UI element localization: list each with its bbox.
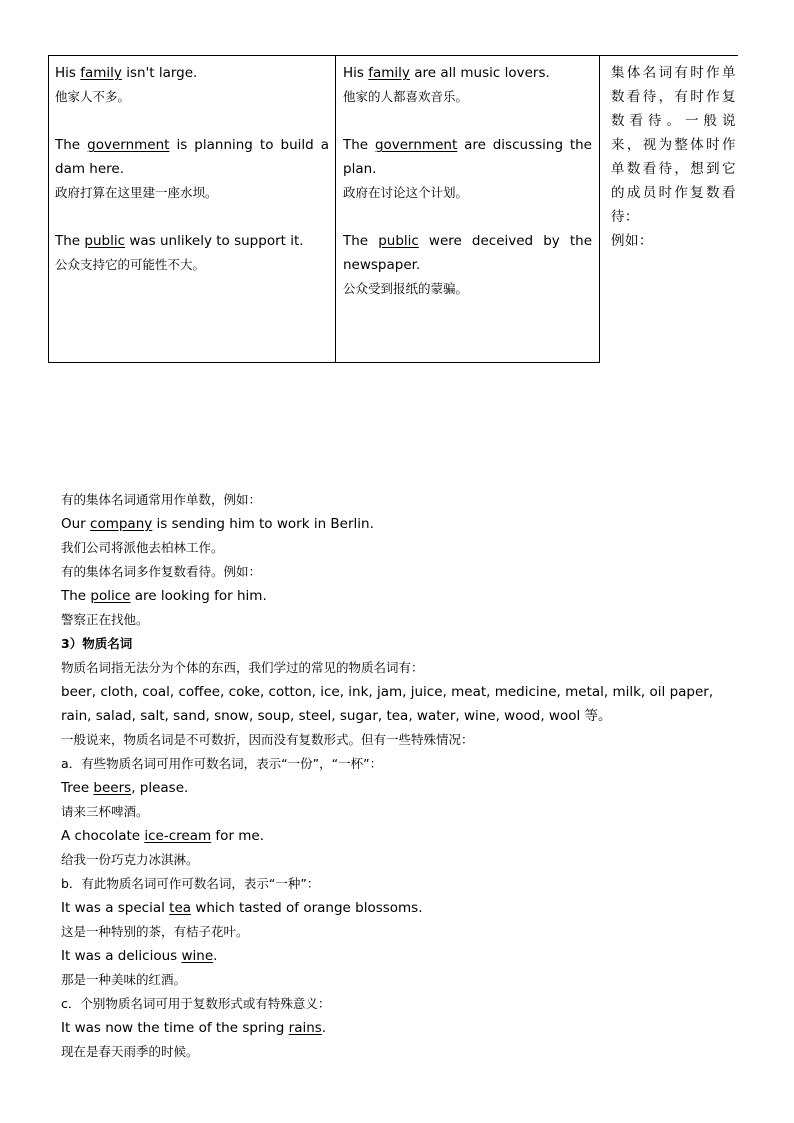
translation: 政府打算在这里建一座水坝。: [55, 185, 218, 200]
table-column-divider: [335, 55, 336, 363]
translation: 那是一种美味的红酒。: [61, 972, 187, 987]
word-list: beer, cloth, coal, coffee, coke, cotton, ice, ink, jam, juice, meat, medicine, metal, milk, oil paper, rain, salad, salt, sand, snow, soup, steel, sugar, tea, water, wine, wood, wool 等。: [61, 684, 714, 724]
paragraph: 物质名词指无法分为个体的东西，我们学过的常见的物质名词有：: [61, 660, 424, 675]
rule-item: b．有此物质名词可作可数名词，表示“一种”：: [61, 876, 320, 891]
example-sentence: The public were deceived by the newspaper.: [343, 233, 592, 273]
example-sentence: It was now the time of the spring rains.: [61, 1020, 327, 1036]
example-sentence: The police are looking for him.: [61, 588, 267, 604]
paragraph: 有的集体名词多作复数看待。例如：: [61, 564, 262, 579]
table-cell-singular: [55, 61, 329, 277]
example-sentence: Our company is sending him to work in Berlin.: [61, 516, 374, 532]
example-sentence: His family are all music lovers.: [343, 65, 550, 81]
rule-item: a．有些物质名词可用作可数名词，表示“一份”，“一杯”：: [61, 756, 383, 771]
table-left-border: [48, 55, 49, 363]
table-bottom-border: [48, 362, 600, 363]
example-sentence: Tree beers, please.: [61, 780, 189, 796]
translation: 给我一份巧克力冰淇淋。: [61, 852, 199, 867]
table-cell-plural: [343, 61, 592, 301]
example-sentence: It was a delicious wine.: [61, 948, 218, 964]
translation: 政府在讨论这个计划。: [343, 185, 469, 200]
translation: 他家人不多。: [55, 89, 131, 104]
translation: 现在是春天雨季的时候。: [61, 1044, 199, 1059]
example-sentence: The government are discussing the plan.: [343, 137, 592, 177]
translation: 他家的人都喜欢音乐。: [343, 89, 469, 104]
translation: 这是一种特别的茶，有桔子花叶。: [61, 924, 249, 939]
note-example-label: 例如：: [611, 233, 653, 249]
paragraph: 一般说来，物质名词是不可数折，因而没有复数形式。但有一些特殊情况：: [61, 732, 474, 747]
example-sentence: His family isn't large.: [55, 65, 198, 81]
section-heading: 3）物质名词: [61, 636, 133, 651]
rule-item: c．个别物质名词可用于复数形式或有特殊意义：: [61, 996, 331, 1011]
translation: 我们公司将派他去柏林工作。: [61, 540, 224, 555]
example-sentence: It was a special tea which tasted of orange blossoms.: [61, 900, 423, 916]
example-sentence: The public was unlikely to support it.: [55, 233, 304, 249]
example-sentence: A chocolate ice-cream for me.: [61, 828, 265, 844]
translation: 请来三杯啤酒。: [61, 804, 149, 819]
translation: 公众受到报纸的蒙骗。: [343, 281, 469, 296]
example-sentence: The government is planning to build a dam here.: [55, 137, 329, 177]
table-cell-note: [611, 61, 736, 253]
translation: 公众支持它的可能性不大。: [55, 257, 206, 272]
body-text: [61, 488, 741, 1064]
table-top-border: [48, 55, 738, 56]
translation: 警察正在找他。: [61, 612, 149, 627]
comparison-table: [48, 55, 738, 363]
note-text: 集体名词有时作单数看待，有时作复数看待。一般说来，视为整体时作单数看待，想到它的成员时作复数看待：: [611, 65, 736, 225]
paragraph: 有的集体名词通常用作单数，例如：: [61, 492, 262, 507]
table-column-divider: [599, 55, 600, 363]
